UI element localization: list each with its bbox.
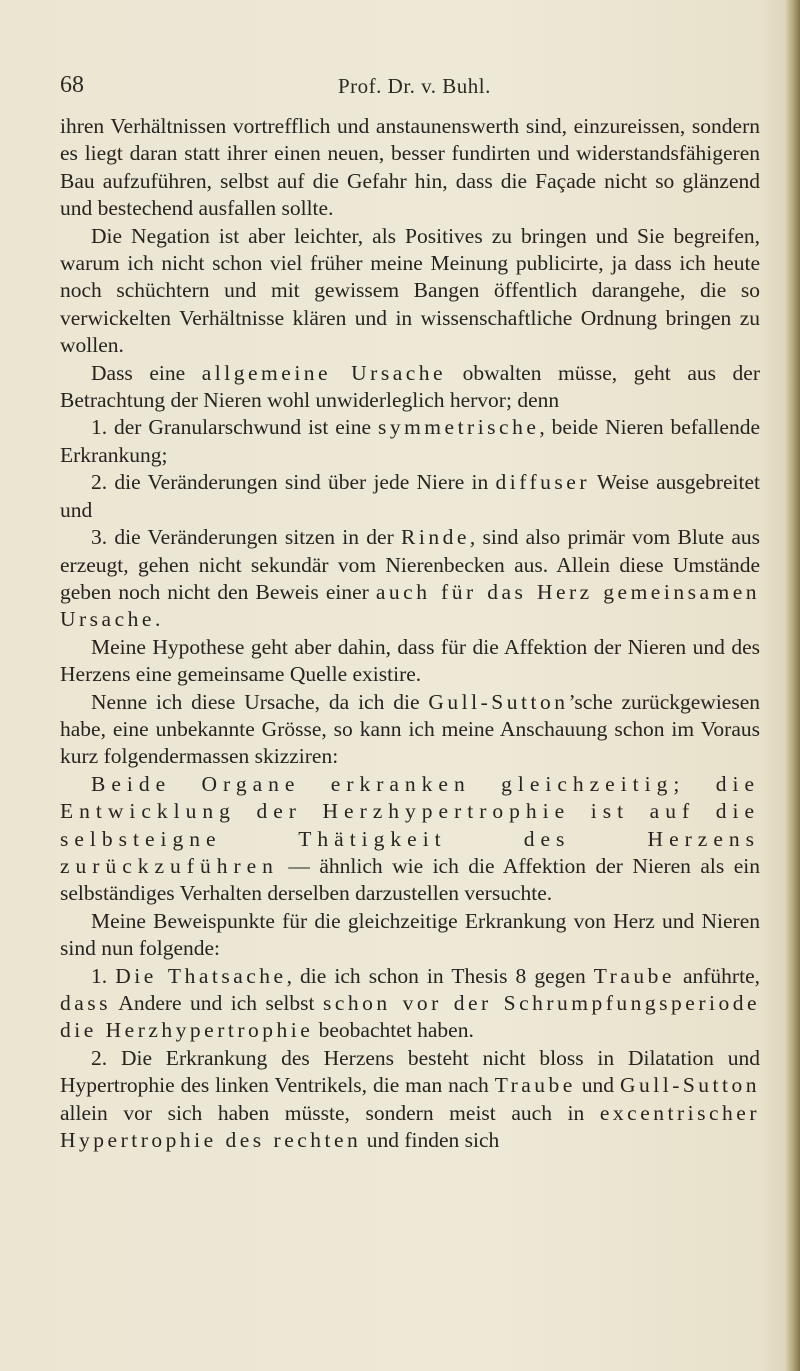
spaced-emphasis: Traube xyxy=(593,963,675,988)
spaced-emphasis: Rinde xyxy=(401,525,470,550)
spaced-emphasis: schon vor der Schrumpfungsperiode die Herzhypertrophie xyxy=(60,991,761,1043)
list-item-text: und xyxy=(575,1073,620,1098)
list-item-text: 1. der Granularschwund ist eine xyxy=(91,415,378,440)
list-item-text: 2. die Veränderungen sind über jede Niere in xyxy=(91,470,496,495)
spaced-emphasis: allgemeine Ursache xyxy=(201,360,447,385)
spaced-emphasis: Die Thatsache xyxy=(115,963,287,988)
paragraph-3-text: obwalten müsse, geht aus der Betrachtung der Nieren wohl unwiderleglich hervor; denn xyxy=(60,360,761,413)
page-header xyxy=(60,72,760,102)
spaced-emphasis: Traube xyxy=(494,1073,576,1098)
paragraph-6-text: — ähnlich wie ich die Affektion der Nieren als ein selbständiges Verhalten derselben darzustellen versuchte. xyxy=(60,853,760,906)
list-item-text: 1. xyxy=(91,963,116,988)
paragraph-5-text: Nenne ich diese Ursache, da ich die xyxy=(91,689,429,714)
spaced-emphasis: excentrischer Hypertrophie des rechten xyxy=(60,1100,760,1153)
page-number: 68 xyxy=(60,72,84,98)
paragraph-5-text: ’sche zurückgewiesen habe, eine unbekannte Grösse, so kann ich meine Anschauung schon im Voraus kurz folgendermassen skizziren: xyxy=(60,689,761,769)
list-item-text: . xyxy=(154,607,161,632)
list-item-text: und finden sich xyxy=(361,1128,500,1153)
spaced-emphasis: diffuser xyxy=(495,470,590,495)
paragraph-4: Meine Hypothese geht aber dahin, dass für die Affektion der Nieren und des Herzens eine gemeinsame Quelle existire. xyxy=(60,634,760,687)
spaced-emphasis: Gull-Sutton xyxy=(619,1073,761,1098)
spaced-emphasis: Beide Organe erkranken gleichzeitig; die Entwicklung der Herzhypertrophie ist auf die selbsteigne Thätigkeit des Herzens zurückzuführen xyxy=(60,771,760,878)
paragraph-1: ihren Verhältnissen vortrefflich und anstaunenswerth sind, einzureissen, sondern es liegt daran statt ihrer einen neuen, besser fundirten und widerstandsfähigeren Bau aufzuführen, selbst auf die Gefahr hin, dass die Façade nicht so glänzend und bestechend ausfallen sollte. xyxy=(60,114,760,221)
paragraph-3-text: Dass eine xyxy=(91,360,202,385)
spaced-emphasis: Gull-Sutton xyxy=(428,689,569,714)
list-item-text: allein vor sich haben müsste, sondern meist auch in xyxy=(60,1100,600,1125)
list-item-text: Weise ausgebreitet und xyxy=(60,470,760,522)
list-item-3 xyxy=(60,524,760,634)
list-item-text: anführte, xyxy=(674,963,760,988)
paragraph-6 xyxy=(60,771,760,908)
spaced-emphasis: dass xyxy=(60,991,112,1015)
list-item-1 xyxy=(60,414,760,469)
list-item-text: , die ich schon in Thesis 8 gegen xyxy=(286,963,594,988)
list-item-text: , sind also primär vom Blute aus erzeugt, gehen nicht sekundär vom Nierenbecken aus. Allein diese Umstände geben noch nicht den Beweis einer xyxy=(60,525,761,604)
list-item-5 xyxy=(60,1045,760,1155)
spaced-emphasis: symmetrische xyxy=(377,415,540,440)
paragraph-2: Die Negation ist aber leichter, als Positives zu bringen und Sie begreifen, warum ich nicht schon viel früher meine Meinung publicirte, ja dass ich heute noch schüchtern und mit gewissem Bangen öffentlich darangehe, die so verwickelten Verhältnisse klären und in wissenschaftliche Ordnung bringen zu wollen. xyxy=(60,223,760,358)
list-item-text: Andere und ich selbst xyxy=(111,991,323,1015)
paragraph-7: Meine Beweispunkte für die gleichzeitige Erkrankung von Herz und Nieren sind nun folgende: xyxy=(60,908,760,961)
body-text xyxy=(60,113,760,1154)
running-head: Prof. Dr. v. Buhl. xyxy=(338,74,491,98)
list-item-text: beobachtet haben. xyxy=(313,1018,474,1043)
paragraph-3 xyxy=(60,360,760,415)
list-item-2 xyxy=(60,469,760,524)
page-edge xyxy=(786,0,800,1371)
spaced-emphasis: auch für das Herz gemeinsamen Ursache xyxy=(60,579,760,632)
list-item-text: 3. die Veränderungen sitzen in der xyxy=(91,525,401,550)
list-item-text: 2. Die Erkrankung des Herzens besteht nicht bloss in Dilatation und Hypertrophie des linken Ventrikels, die man nach xyxy=(60,1045,760,1098)
paragraph-5 xyxy=(60,689,760,771)
list-item-4 xyxy=(60,963,760,1045)
list-item-text: , beide Nieren befallende Erkrankung; xyxy=(60,415,760,467)
